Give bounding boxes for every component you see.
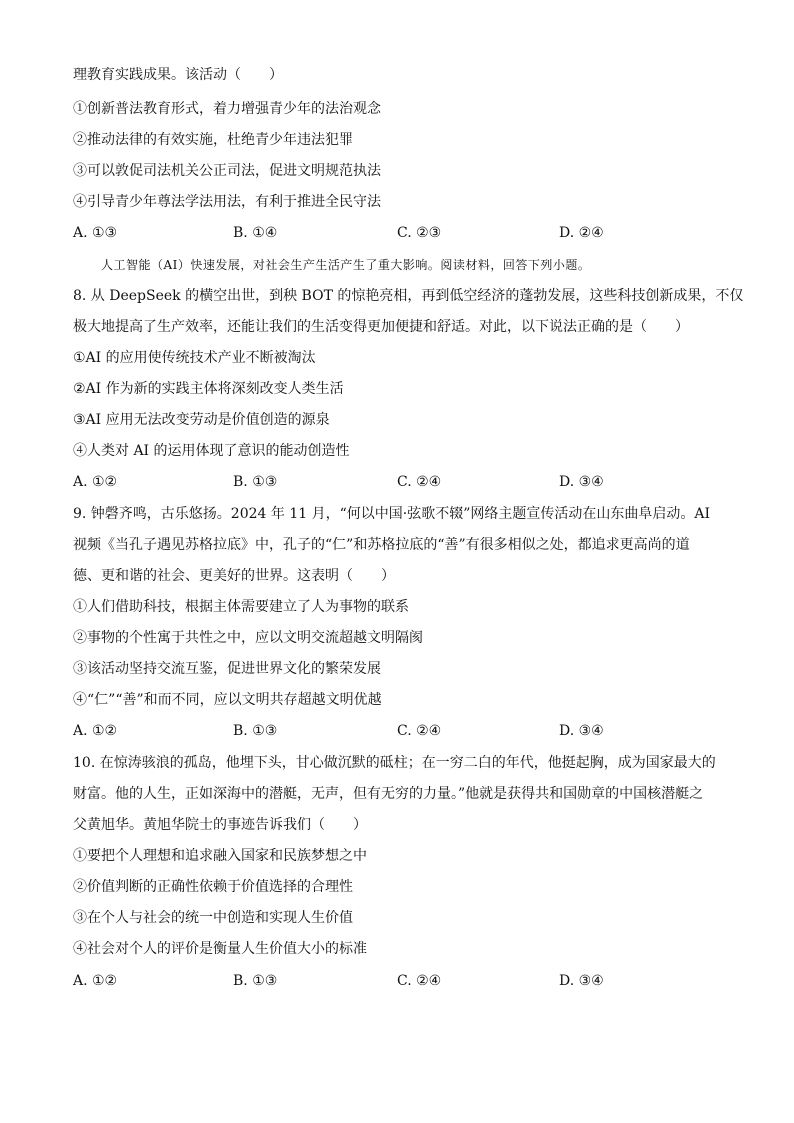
q8-stem-line-1: 8. 从 DeepSeek 的横空出世，到秧 BOT 的惊艳亮相，再到低空经济的蓬勃发展，这些科技创新成果，不仅 (73, 288, 744, 304)
q8-options (73, 473, 723, 491)
q7-option-c: C. ②③ (397, 225, 442, 241)
q10-option-b: B. ①③ (233, 973, 278, 989)
q8-statement-3: ③AI 应用无法改变劳动是价值创造的源泉 (73, 412, 330, 428)
q8-option-c: C. ②④ (397, 474, 442, 490)
q7-statement-1: ①创新普法教育形式，着力增强青少年的法治观念 (73, 101, 381, 117)
q10-option-a: A. ①② (73, 973, 118, 989)
q9-options (73, 722, 723, 740)
q7-option-d: D. ②④ (559, 225, 604, 241)
q8-option-d: D. ③④ (559, 474, 604, 490)
section-intro: 人工智能（AI）快速发展，对社会生产生活产生了重大影响。阅读材料，回答下列小题。 (101, 258, 591, 272)
q9-option-a: A. ①② (73, 723, 118, 739)
q10-options (73, 972, 723, 990)
q10-stem-line-1: 10. 在惊涛骇浪的孤岛，他埋下头，甘心做沉默的砥柱；在一穷二白的年代，他挺起胸，成为国家最大的 (73, 755, 716, 771)
q10-statement-4: ④社会对个人的评价是衡量人生价值大小的标准 (73, 941, 367, 957)
q7-stem-end: 理教育实践成果。该活动（ ） (73, 67, 283, 83)
q7-option-a: A. ①③ (73, 225, 118, 241)
q10-stem-line-2: 财富。他的人生，正如深海中的潜艇，无声，但有无穷的力量。”他就是获得共和国勋章的中国核潜艇之 (73, 786, 704, 802)
q9-stem-line-3: 德、更和谐的社会、更美好的世界。这表明（ ） (73, 568, 395, 584)
q7-statement-4: ④引导青少年尊法学法用法，有利于推进全民守法 (73, 194, 381, 210)
q10-stem-line-3: 父黄旭华。黄旭华院士的事迹告诉我们（ ） (73, 817, 367, 833)
q8-stem-line-2: 极大地提高了生产效率，还能让我们的生活变得更加便捷和舒适。对此，以下说法正确的是（ ） (73, 319, 689, 335)
q9-option-d: D. ③④ (559, 723, 604, 739)
q8-option-a: A. ①② (73, 474, 118, 490)
q9-statement-1: ①人们借助科技，根据主体需要建立了人为事物的联系 (73, 599, 409, 615)
q10-statement-1: ①要把个人理想和追求融入国家和民族梦想之中 (73, 848, 367, 864)
q8-statement-2: ②AI 作为新的实践主体将深刻改变人类生活 (73, 381, 344, 397)
q10-option-c: C. ②④ (397, 973, 442, 989)
q9-statement-3: ③该活动坚持交流互鉴，促进世界文化的繁荣发展 (73, 661, 381, 677)
q8-statement-1: ①AI 的应用使传统技术产业不断被淘汰 (73, 350, 316, 366)
q9-statement-2: ②事物的个性寓于共性之中，应以文明交流超越文明隔阂 (73, 630, 423, 646)
q7-option-b: B. ①④ (233, 225, 278, 241)
q7-statement-2: ②推动法律的有效实施，杜绝青少年违法犯罪 (73, 132, 353, 148)
q7-statement-3: ③可以敦促司法机关公正司法，促进文明规范执法 (73, 163, 381, 179)
q10-statement-2: ②价值判断的正确性依赖于价值选择的合理性 (73, 879, 353, 895)
q9-stem-line-2: 视频《当孔子遇见苏格拉底》中，孔子的“仁”和苏格拉底的“善”有很多相似之处，都追求更高尚的道 (73, 537, 690, 553)
q10-option-d: D. ③④ (559, 973, 604, 989)
q7-options (73, 224, 723, 242)
q9-stem-line-1: 9. 钟磬齐鸣，古乐悠扬。2024 年 11 月，“何以中国·弦歌不辍”网络主题宣传活动在山东曲阜启动。AI (73, 506, 711, 522)
q9-statement-4: ④“仁”“善”和而不同，应以文明共存超越文明优越 (73, 692, 382, 708)
q8-statement-4: ④人类对 AI 的运用体现了意识的能动创造性 (73, 443, 350, 459)
q9-option-c: C. ②④ (397, 723, 442, 739)
q9-option-b: B. ①③ (233, 723, 278, 739)
q10-statement-3: ③在个人与社会的统一中创造和实现人生价值 (73, 910, 353, 926)
q8-option-b: B. ①③ (233, 474, 278, 490)
